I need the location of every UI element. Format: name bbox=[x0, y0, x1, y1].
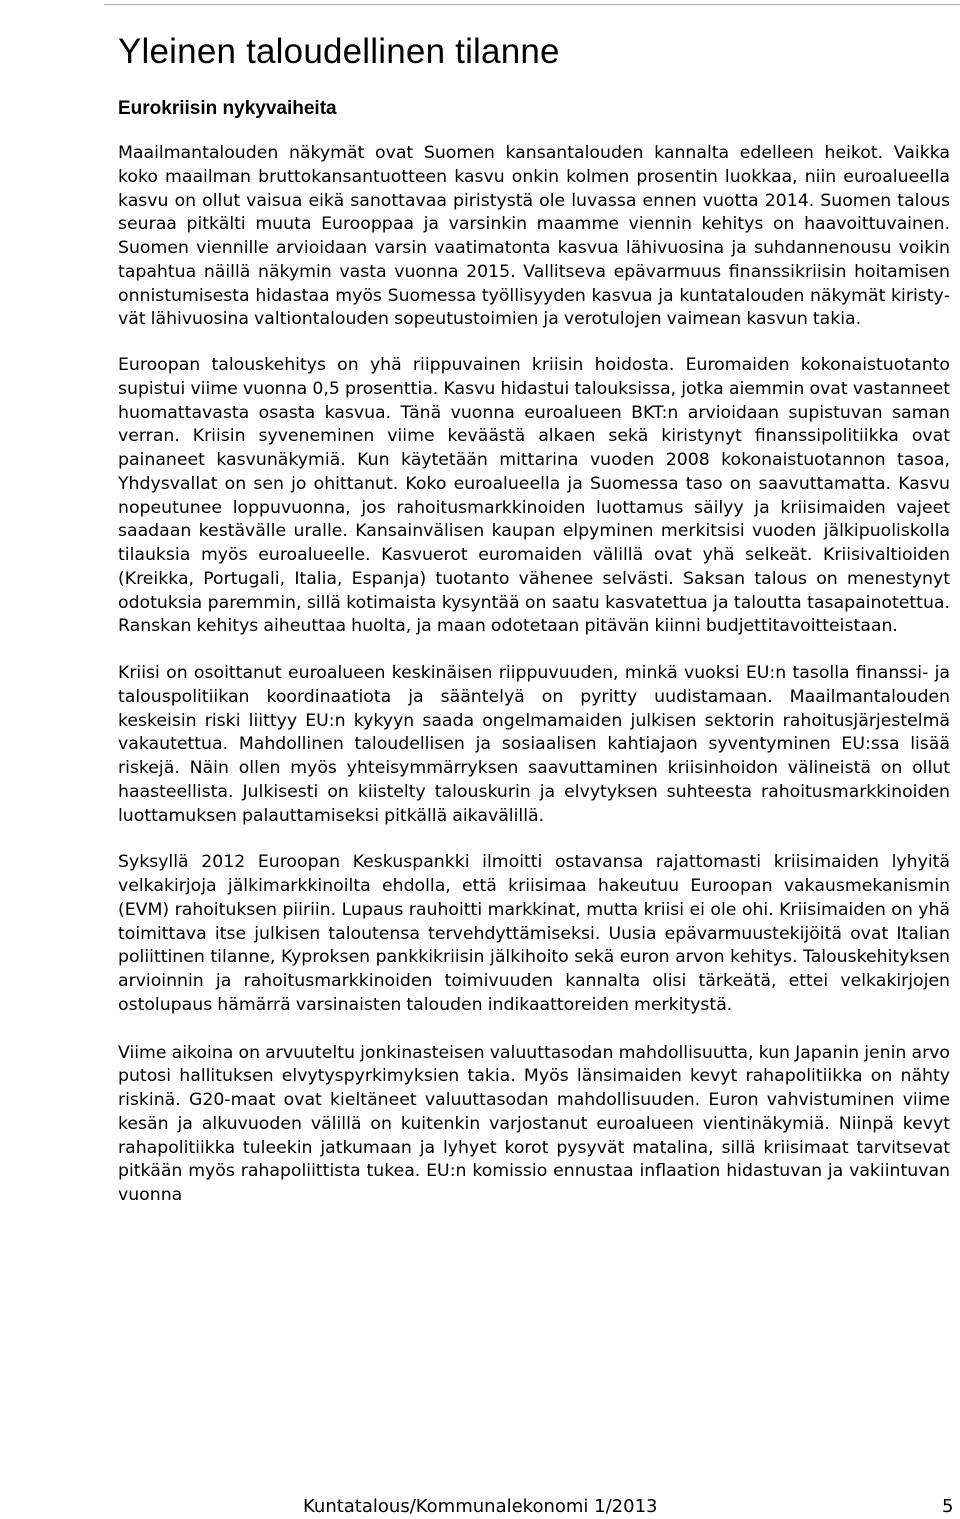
page-number: 5 bbox=[942, 1496, 954, 1517]
header-rule bbox=[104, 4, 960, 5]
paragraph-3: Kriisi on osoittanut euroalueen keskinäisen riippuvuuden, minkä vuoksi EU:n tasolla finanssi- ja talouspolitiikan koordinaatiota ja sääntelyä on pyritty uudistamaan. Maailmantalouden keskeisin riski liittyy EU:n kykyyn saada ongelmamaiden julkisen sektorin rahoitusjärjestelmä vakautettua. Mahdollinen taloudellisen ja sosiaalisen kahtiajaon syventyminen EU:ssa lisää riskejä. Näin ollen myös yhteisymmärryksen saavuttaminen kriisinhoidon välineistä on ollut haasteellista. Julkisesti on kiistelty talouskurin ja elvytyksen suhteesta rahoitusmarkkinoiden luottamuksen palauttamiseksi pitkällä aikavälillä. bbox=[118, 663, 950, 826]
paragraph-5: Viime aikoina on arvuuteltu jonkinasteisen valuuttasodan mahdollisuutta, kun Japanin jenin arvo putosi hallituksen elvytyspyrkimyksien takia. Myös länsimaiden kevyt rahapolitiikka on nähty riskinä. G20-maat ovat kieltäneet valuuttasodan mahdollisuuden. Euron vahvistuminen viime kesän ja alkuvuoden välillä on kuitenkin varjostanut euroalueen vientinäkymiä. Niinpä kevyt rahapolitiikka tuleekin jatkumaan ja lyhyet korot pysyvät matalina, sillä kriisimaat tarvitsevat pitkään myös rahapoliittista tukea. EU:n komissio ennustaa inflaation hidastuvan ja vakiintuvan vuonna bbox=[118, 1042, 950, 1205]
document-page bbox=[118, 30, 950, 1208]
page-title: Yleinen taloudellinen tilanne bbox=[118, 32, 560, 71]
paragraph-4: Syksyllä 2012 Euroopan Keskuspankki ilmoitti ostavansa rajattomasti kriisimaiden lyhyitä velkakirjoja jälkimarkkinoilta ehdolla, että kriisimaa hakeutuu Euroopan vakausmekanismin (EVM) rahoituksen piiriin. Lupaus rauhoitti markkinat, mutta kriisi ei ole ohi. Kriisimaiden on yhä toimittava itse julkisen taloutensa tervehdyttämiseksi. Uusia epävarmuustekijöitä ovat Italian poliittinen tilanne, Kyproksen pankkikriisin jälkihoito sekä euron arvon kehitys. Talouskehityksen arvioinnin ja rahoitusmarkkinoiden toimivuuden kannalta olisi tärkeätä, ettei velkakirjojen ostolupaus hämärrä varsinaisten talouden indikaattoreiden merkitystä. bbox=[118, 852, 950, 1015]
section-subtitle: Eurokriisin nykyvaiheita bbox=[118, 98, 337, 119]
footer-publication: Kuntatalous/Kommunalekonomi 1/2013 bbox=[303, 1496, 658, 1517]
paragraph-1: Maailmantalouden näkymät ovat Suomen kansantalouden kannalta edelleen heikot. Vaikka koko maailman bruttokansantuotteen kasvu onkin kolmen prosentin luokkaa, niin euroalueella kasvu on ollut vaisua eikä sanottavaa piristystä ole luvassa ennen vuotta 2014. Suomen talous seuraa pitkälti muuta Eurooppaa ja varsinkin maamme viennin kehitys on haavoittuvainen. Suomen viennille arvioidaan varsin vaatimatonta kasvua lähivuosina ja suhdannenousu voikin tapahtua näillä näkymin vasta vuonna 2015. Vallitseva epävarmuus finanssikriisin hoitamisen onnistumisesta hidastaa myös Suomessa työllisyyden kasvua ja kuntatalouden näkymät kiristyvät lähivuosina valtiontalouden sopeutustoimien ja verotulojen vaimean kasvun takia. bbox=[118, 143, 950, 330]
paragraph-2: Euroopan talouskehitys on yhä riippuvainen kriisin hoidosta. Euromaiden kokonaistuotanto supistui viime vuonna 0,5 prosenttia. Kasvu hidastui talouksissa, jotka aiemmin ovat vastanneet huomattavasta osasta kasvua. Tänä vuonna euroalueen BKT:n arvioidaan supistuvan saman verran. Kriisin syveneminen viime keväästä alkaen sekä kiristynyt finanssipolitiikka ovat painaneet kasvunäkymiä. Kun käytetään mittarina vuoden 2008 kokonaistuotannon tasoa, Yhdysvallat on sen jo ohittanut. Koko euroalueella ja Suomessa taso on saavuttamatta. Kasvu nopeutunee loppuvuonna, jos rahoitusmarkkinoiden luottamus säilyy ja kriisimaiden vajeet saadaan kestävälle uralle. Kansainvälisen kaupan elpyminen merkitsisi vuoden jälkipuoliskolla tilauksia myös euroalueelle. Kasvuerot euromaiden välillä ovat yhä selkeät. Kriisivaltioiden (Kreikka, Portugali, Italia, Espanja) tuotanto vähenee selvästi. Saksan talous on menestynyt odotuksia paremmin, sillä kotimaista kysyntää on saatu kasvatettua ja taloutta tasapainotettua. Ranskan kehitys aiheuttaa huolta, ja maan odotetaan pitävän kiinni budjettitavoitteistaan. bbox=[118, 355, 950, 637]
